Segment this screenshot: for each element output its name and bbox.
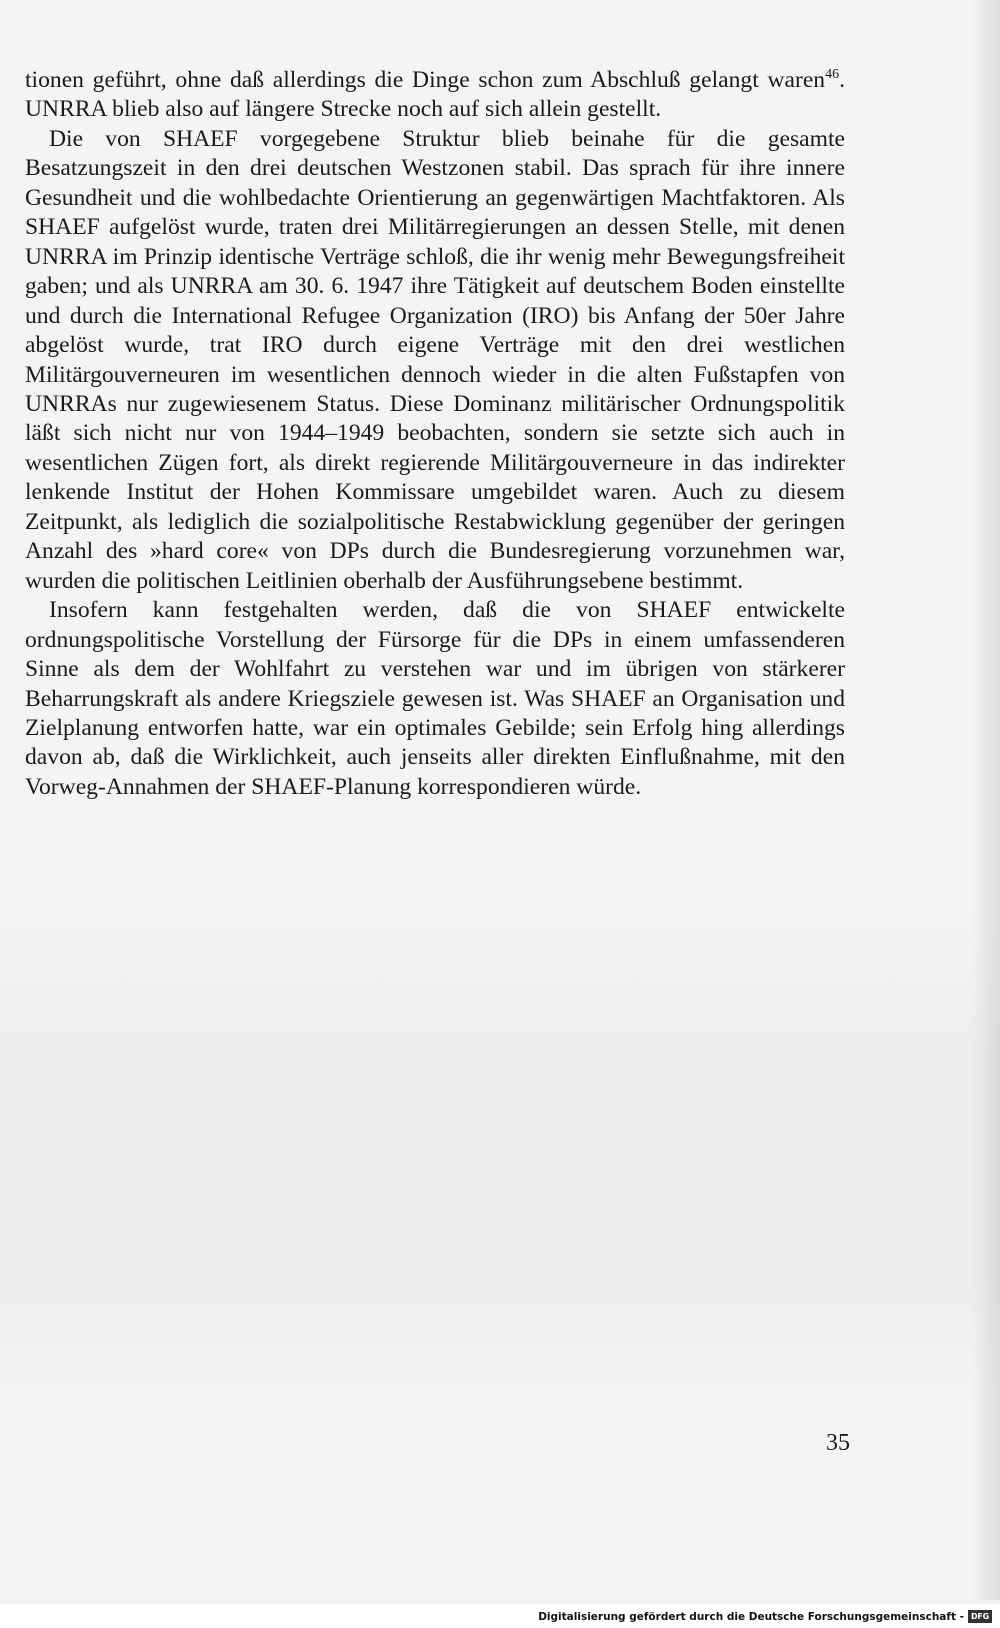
footnote-reference[interactable]: 46 [825, 67, 840, 82]
paragraph-text: . UNRRA blieb also auf längere Strecke noch auf sich allein gestellt. [25, 67, 845, 123]
page-edge-shadow [972, 0, 1000, 1600]
digitization-credit: Digitalisierung gefördert durch die Deutsche Forschungsgemeinschaft - [538, 1611, 964, 1623]
paragraph-text: tionen geführt, ohne daß allerdings die Dinge schon zum Abschluß gelangt waren [25, 67, 826, 93]
bleed-through-shadow [0, 905, 1000, 1405]
paragraph: Insofern kann festgehalten werden, daß die von SHAEF entwickelte ordnungspolitische Vorstellung der Fürsorge für die DPs in einem umfassenderen Sinne als dem der Wohlfahrt zu verstehen war und im übrigen von stärkerer Beharrungskraft als andere Kriegsziele gewesen ist. Was SHAEF an Organisation und Zielplanung entworfen hatte, war ein optimales Gebilde; sein Erfolg hing allerdings davon ab, daß die Wirklichkeit, auch jenseits aller direkten Einflußnahme, mit den Vorweg-Annahmen der SHAEF-Planung korrespondieren würde. [25, 597, 845, 800]
page-number: 35 [826, 1430, 850, 1456]
paragraph: Die von SHAEF vorgegebene Struktur blieb beinahe für die gesamte Besatzungszeit in den drei deutschen Westzonen stabil. Das sprach für ihre innere Gesundheit und die wohlbedachte Orientierung an gegenwärtigen Machtfaktoren. Als SHAEF aufgelöst wurde, traten drei Militärregierungen an dessen Stelle, mit denen UNRRA im Prinzip identische Verträge schloß, die ihr wenig mehr Bewegungsfreiheit gaben; und als UNRRA am 30. 6. 1947 ihre Tätigkeit auf deutschem Boden einstellte und durch die International Refugee Organization (IRO) bis Anfang der 50er Jahre abgelöst wurde, trat IRO durch eigene Verträge mit den drei westlichen Militärgouverneuren im wesentlichen dennoch wieder in die alten Fußstapfen von UNRRAs nur zugewiesenem Status. Diese Dominanz militärischer Ordnungspolitik läßt sich nicht nur von 1944–1949 beobachten, sondern sie setzte sich auch in wesentlichen Zügen fort, als direkt regierende Militärgouverneure in das indirekter lenkende Institut der Hohen Kommissare umgebildet waren. Auch zu diesem Zeitpunkt, als lediglich die sozialpolitische Restabwicklung gegenüber der geringen Anzahl des »hard core« von DPs durch die Bundesregierung vorzunehmen war, wurden die politischen Leitlinien oberhalb der Ausführungsebene bestimmt. [25, 125, 845, 594]
dfg-logo: DFG [968, 1610, 992, 1623]
body-text [25, 66, 845, 802]
paragraph-continuation [25, 66, 845, 125]
